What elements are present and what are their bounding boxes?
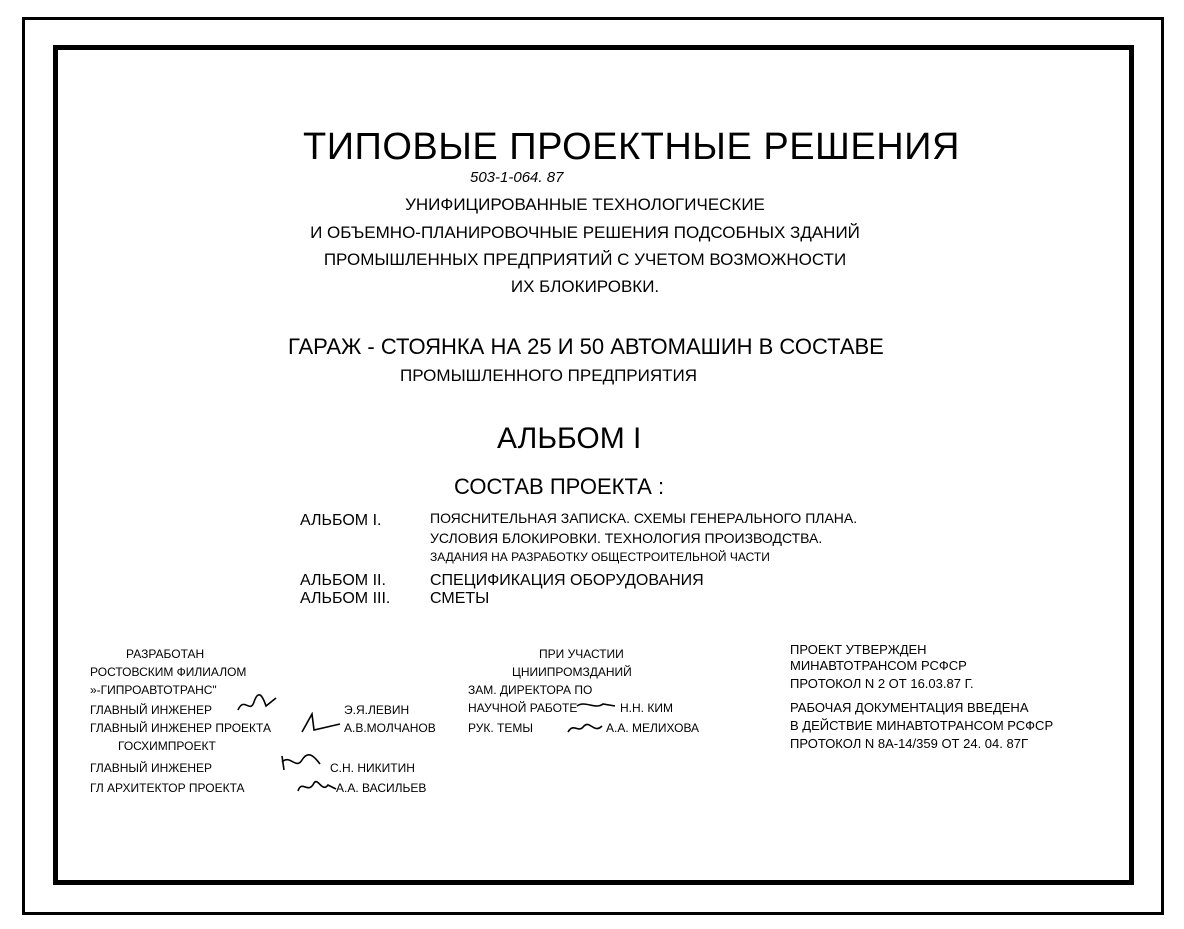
participation-role-2: НАУЧНОЙ РАБОТЕ [468, 701, 578, 715]
object-title-line-2: ПРОМЫШЛЕННОГО ПРЕДПРИЯТИЯ [400, 366, 698, 385]
album-2-name: АЛЬБОМ II. [300, 572, 386, 589]
approval-line-1: ПРОЕКТ УТВЕРЖДЕН [790, 642, 927, 657]
name-vasiliev: А.А. ВАСИЛЬЕВ [336, 781, 427, 795]
role-chief-architect: ГЛ АРХИТЕКТОР ПРОЕКТА [90, 781, 245, 795]
signature-melikhova [566, 716, 608, 738]
signature-vasiliev [296, 775, 338, 797]
role-chief-engineer-2: ГЛАВНЫЙ ИНЖЕНЕР [90, 761, 213, 775]
album-title: АЛЬБОМ I [497, 422, 642, 455]
participation-line-1: ЗАМ. ДИРЕКТОРА ПО [468, 683, 593, 697]
composition-title: СОСТАВ ПРОЕКТА : [454, 474, 665, 499]
inner-frame [53, 45, 1134, 885]
album-1-name: АЛЬБОМ I. [300, 512, 382, 529]
signature-levin [236, 692, 278, 714]
name-molchanov: А.В.МОЛЧАНОВ [344, 721, 436, 735]
document-title: ТИПОВЫЕ ПРОЕКТНЫЕ РЕШЕНИЯ [303, 126, 960, 168]
album-3-line-1: СМЕТЫ [430, 590, 490, 607]
album-1-line-1: ПОЯСНИТЕЛЬНАЯ ЗАПИСКА. СХЕМЫ ГЕНЕРАЛЬНОГО ПЛАНА. [430, 510, 858, 526]
name-levin: Э.Я.ЛЕВИН [344, 703, 410, 717]
approval-line-3: ПРОТОКОЛ N 2 ОТ 16.03.87 Г. [790, 676, 974, 691]
album-2-line-1: СПЕЦИФИКАЦИЯ ОБОРУДОВАНИЯ [430, 572, 704, 589]
object-title-line-1: ГАРАЖ - СТОЯНКА НА 25 И 50 АВТОМАШИН В СОСТАВЕ [288, 334, 884, 359]
developer-org-3: ГОСХИМПРОЕКТ [118, 739, 216, 753]
approval-line-2: МИНАВТОТРАНСОМ РСФСР [790, 658, 967, 673]
description-line-2: И ОБЪЕМНО-ПЛАНИРОВОЧНЫЕ РЕШЕНИЯ ПОДСОБНЫХ ЗДАНИЙ [310, 223, 860, 242]
album-3-name: АЛЬБОМ III. [300, 590, 391, 607]
participation-name-2: Н.Н. КИМ [620, 701, 673, 715]
developer-org-1: РОСТОВСКИМ ФИЛИАЛОМ [90, 665, 247, 679]
signature-nikitin [280, 752, 322, 774]
approval-line-5: В ДЕЙСТВИЕ МИНАВТОТРАНСОМ РСФСР [790, 718, 1054, 733]
album-1-line-3: ЗАДАНИЯ НА РАЗРАБОТКУ ОБЩЕСТРОИТЕЛЬНОЙ ЧАСТИ [430, 550, 770, 564]
participation-org: ЦНИИПРОМЗДАНИЙ [512, 665, 632, 679]
participation-heading: ПРИ УЧАСТИИ [539, 647, 624, 661]
developer-org-2: »-ГИПРОАВТОТРАНС" [90, 683, 217, 697]
signature-molchanov [300, 712, 342, 734]
role-chief-engineer-1: ГЛАВНЫЙ ИНЖЕНЕР [90, 703, 213, 717]
role-chief-project-engineer: ГЛАВНЫЙ ИНЖЕНЕР ПРОЕКТА [90, 721, 271, 735]
description-line-4: ИХ БЛОКИРОВКИ. [510, 277, 660, 296]
name-nikitin: С.Н. НИКИТИН [330, 761, 415, 775]
approval-line-6: ПРОТОКОЛ N 8А-14/359 ОТ 24. 04. 87Г [790, 736, 1028, 751]
project-code: 503-1-064. 87 [470, 169, 564, 186]
participation-role-3: РУК. ТЕМЫ [468, 721, 533, 735]
approval-line-4: РАБОЧАЯ ДОКУМЕНТАЦИЯ ВВЕДЕНА [790, 700, 1029, 715]
participation-name-3: А.А. МЕЛИХОВА [606, 721, 700, 735]
developer-heading: РАЗРАБОТАН [126, 647, 205, 661]
album-1-line-2: УСЛОВИЯ БЛОКИРОВКИ. ТЕХНОЛОГИЯ ПРОИЗВОДСТВА. [430, 530, 823, 546]
signature-kim [575, 694, 617, 716]
description-line-3: ПРОМЫШЛЕННЫХ ПРЕДПРИЯТИЙ С УЧЕТОМ ВОЗМОЖНОСТИ [323, 250, 847, 269]
description-line-1: УНИФИЦИРОВАННЫЕ ТЕХНОЛОГИЧЕСКИЕ [405, 195, 765, 214]
